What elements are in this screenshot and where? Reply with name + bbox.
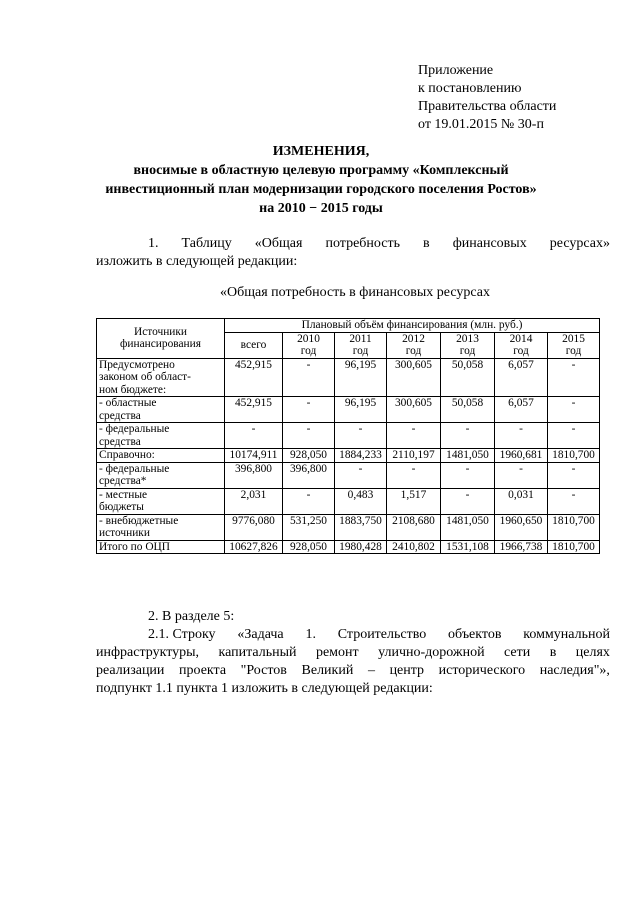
financing-table [96, 318, 600, 554]
table-row [97, 488, 600, 514]
table-cell: 2110,197 [387, 449, 441, 463]
table-cell: 2108,680 [387, 514, 441, 540]
title-line: инвестиционный план модернизации городского поселения Ростов» [105, 182, 537, 197]
row-label [97, 358, 225, 397]
header-text: Источники [133, 325, 188, 338]
word: потребность [325, 236, 400, 251]
word: проекта [179, 663, 227, 678]
row-label-line: Итого по ОЦП [99, 540, 170, 553]
table-cell: 396,800 [225, 462, 283, 488]
word: Строительство [337, 627, 427, 642]
table-cell: - [548, 488, 600, 514]
row-label-line: бюджеты [99, 501, 144, 513]
table-cell: 10627,826 [225, 540, 283, 554]
table-row [97, 449, 600, 463]
table-cell: 50,058 [441, 397, 495, 423]
table-cell: 1531,108 [441, 540, 495, 554]
table-header-row [97, 319, 600, 333]
table-cell: 1883,750 [335, 514, 387, 540]
table-cell: 6,057 [495, 358, 548, 397]
year-header [441, 332, 495, 358]
table-body [97, 358, 600, 554]
table-cell: 1810,700 [548, 514, 600, 540]
table-cell: 1810,700 [548, 540, 600, 554]
table-cell: 1,517 [387, 488, 441, 514]
row-label [97, 462, 225, 488]
word: ресурсах» [549, 236, 610, 251]
table-cell: - [283, 358, 335, 397]
word: в [423, 236, 430, 251]
annex-line: Правительства области [418, 99, 557, 114]
word: наследия"», [539, 663, 610, 678]
annex-block [418, 62, 556, 134]
word: ремонт [315, 645, 359, 660]
row-label-line: - местные [99, 488, 148, 501]
row-label-line: ном бюджете: [99, 383, 167, 396]
table-cell: 452,915 [225, 397, 283, 423]
row-label-line: средства [99, 435, 141, 448]
word: инфраструктуры, [96, 645, 200, 660]
table-cell: 9776,080 [225, 514, 283, 540]
item-2-paragraph [96, 608, 610, 698]
title-line: на 2010 − 2015 годы [259, 201, 383, 216]
table-cell: - [335, 423, 387, 449]
year: 2013 [456, 332, 479, 345]
table-cell: - [548, 462, 600, 488]
word: капитальный [218, 645, 297, 660]
word: "Ростов [240, 663, 287, 678]
annex-line: Приложение [418, 63, 494, 78]
word: исторического [438, 663, 526, 678]
source-header [97, 319, 225, 359]
table-cell: 10174,911 [225, 449, 283, 463]
year-header [495, 332, 548, 358]
row-label [97, 488, 225, 514]
word: Великий [301, 663, 354, 678]
row-label [97, 449, 225, 463]
row-label-line: - областные [99, 397, 157, 409]
year-word: год [352, 345, 369, 357]
table-row [97, 462, 600, 488]
table-row [97, 540, 600, 554]
table-cell: 1481,050 [441, 514, 495, 540]
table-cell: - [387, 423, 441, 449]
row-label-line: Справочно: [99, 449, 155, 461]
table-cell: 0,483 [335, 488, 387, 514]
table-cell: 96,195 [335, 358, 387, 397]
table-cell: 0,031 [495, 488, 548, 514]
word: «Общая [254, 236, 303, 251]
table-cell: 1960,681 [495, 449, 548, 463]
table-cell: 1481,050 [441, 449, 495, 463]
word: коммунальной [523, 627, 610, 642]
row-label [97, 423, 225, 449]
table-cell: 2,031 [225, 488, 283, 514]
item-2-line-1 [96, 626, 610, 644]
word: финансовых [452, 236, 527, 251]
table-cell: - [441, 488, 495, 514]
word: улично-дорожной [378, 645, 485, 660]
row-label-line: источники [99, 527, 150, 539]
word: центр [389, 663, 425, 678]
item-2-line-4: подпункт 1.1 пункта 1 изложить в следующей редакции: [96, 681, 433, 696]
table-cell: - [548, 423, 600, 449]
row-label [97, 397, 225, 423]
table-row [97, 397, 600, 423]
year-header [335, 332, 387, 358]
year-word: год [405, 345, 422, 357]
item-2-heading: 2. В разделе 5: [148, 609, 235, 624]
word: реализации [96, 663, 165, 678]
year-word: год [565, 345, 582, 357]
word: Таблицу [181, 236, 232, 251]
word: сети [504, 645, 531, 660]
header-text: финансирования [120, 338, 201, 351]
total-header: всего [225, 332, 283, 358]
table-cell: - [441, 462, 495, 488]
table-row [97, 358, 600, 397]
year-word: год [513, 345, 529, 357]
item-2-line-3 [96, 662, 610, 680]
table-cell: 531,250 [283, 514, 335, 540]
table-cell: 1810,700 [548, 449, 600, 463]
item-1-line-1 [96, 235, 610, 253]
year: 2012 [402, 332, 425, 345]
table-cell: 300,605 [387, 358, 441, 397]
table-cell: - [225, 423, 283, 449]
table-cell: - [387, 462, 441, 488]
word: целях [575, 645, 610, 660]
table-row [97, 514, 600, 540]
table-cell: 6,057 [495, 397, 548, 423]
item-2-line-2 [96, 644, 610, 662]
table-cell: 396,800 [283, 462, 335, 488]
table-row [97, 423, 600, 449]
table-cell: 50,058 [441, 358, 495, 397]
word: объектов [448, 627, 502, 642]
item-1-line-2: изложить в следующей редакции: [96, 254, 298, 269]
plan-header: Плановый объём финансирования (млн. руб.) [225, 319, 600, 333]
year: 2015 [562, 332, 585, 345]
word: 1. [305, 627, 316, 642]
annex-line: от 19.01.2015 № 30-п [418, 117, 544, 132]
table-cell: 1980,428 [335, 540, 387, 554]
table-cell: 1884,233 [335, 449, 387, 463]
item-1-paragraph [96, 235, 610, 271]
row-label-line: средства* [99, 475, 147, 487]
year: 2014 [509, 332, 533, 345]
table-cell: - [441, 423, 495, 449]
table-cell: - [495, 462, 548, 488]
row-label [97, 540, 225, 554]
title-line: вносимые в областную целевую программу «Комплексный [133, 163, 509, 178]
row-label-line: - федеральные [99, 423, 170, 435]
table-cell: - [548, 397, 600, 423]
row-label-line: средства [99, 409, 141, 422]
table-cell: 928,050 [283, 540, 335, 554]
word: в [549, 645, 557, 660]
table-cell: 928,050 [283, 449, 335, 463]
word: – [367, 663, 375, 678]
year-header [387, 332, 441, 358]
row-label-line: законом об област- [99, 371, 191, 383]
annex-line: к постановлению [418, 81, 522, 96]
year-word: год [459, 345, 476, 357]
word: 1. [148, 236, 159, 251]
word: 2.1. Строку [148, 627, 216, 642]
year-header [283, 332, 335, 358]
document-title [96, 142, 546, 218]
title-line: ИЗМЕНЕНИЯ, [272, 144, 370, 159]
table-cell: 1960,650 [495, 514, 548, 540]
table-cell: - [283, 488, 335, 514]
table-cell: 452,915 [225, 358, 283, 397]
row-label-line: - внебюджетные [99, 514, 179, 527]
table-caption: «Общая потребность в финансовых ресурсах [220, 285, 490, 300]
table-cell: - [548, 358, 600, 397]
year-header [548, 332, 600, 358]
year: 2011 [349, 332, 372, 345]
table-cell: - [283, 423, 335, 449]
table-cell: - [335, 462, 387, 488]
table-cell: - [495, 423, 548, 449]
word: «Задача [237, 627, 284, 642]
table-cell: 96,195 [335, 397, 387, 423]
row-label-line: Предусмотрено [99, 358, 175, 371]
row-label-line: - федеральные [99, 462, 170, 475]
table-cell: - [283, 397, 335, 423]
row-label [97, 514, 225, 540]
year: 2010 [297, 332, 320, 345]
table-cell: 2410,802 [387, 540, 441, 554]
table-cell: 300,605 [387, 397, 441, 423]
year-word: год [300, 345, 317, 357]
table-cell: 1966,738 [495, 540, 548, 554]
